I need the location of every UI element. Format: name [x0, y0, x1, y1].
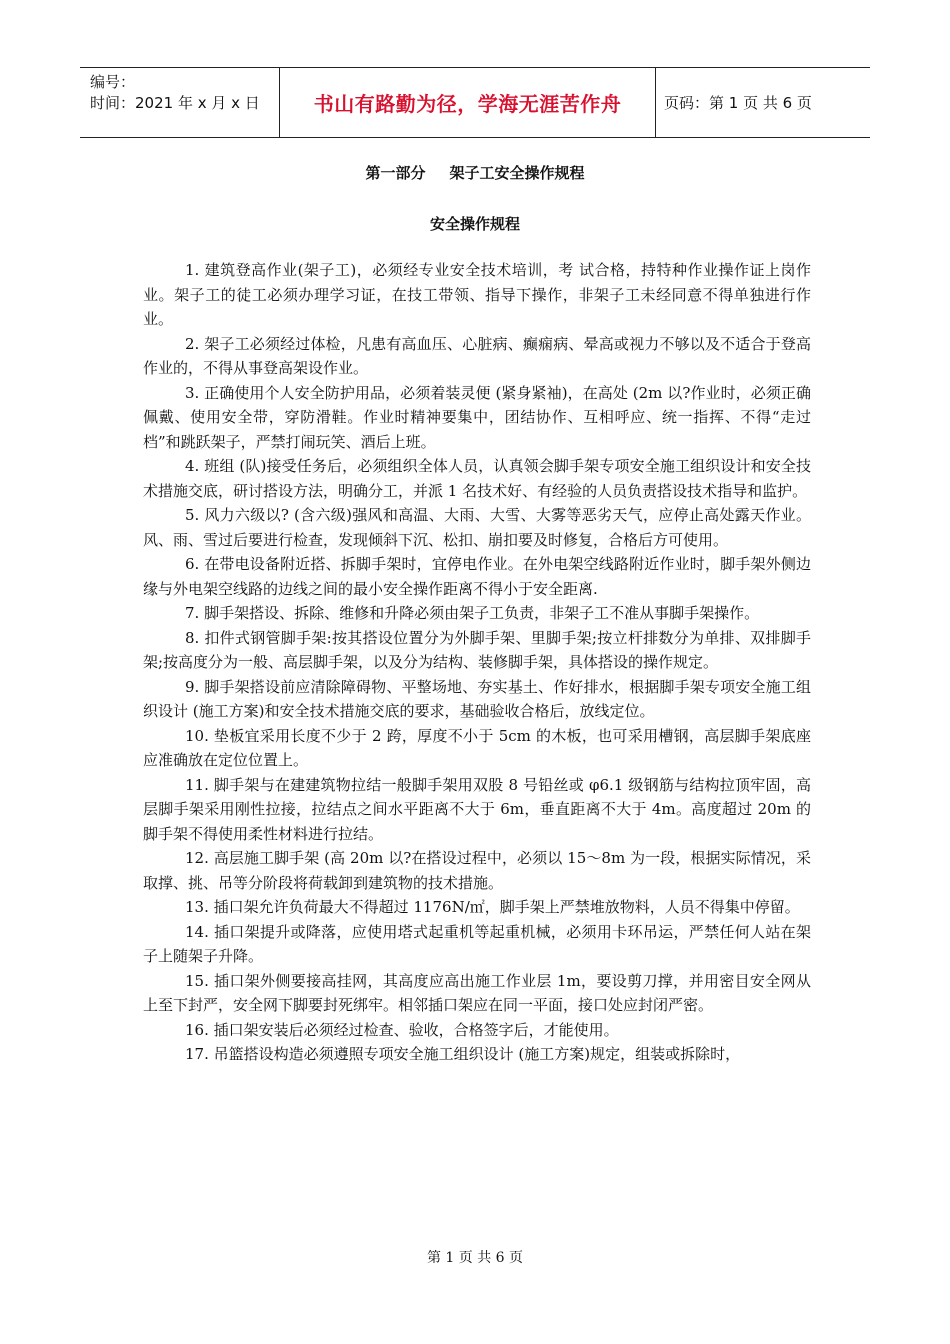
rule-paragraph: 16. 插口架安装后必须经过检查、验收，合格签字后，才能使用。 — [185, 1020, 619, 1039]
rule-paragraph: 2. 架子工必须经过体检，凡患有高血压、心脏病、癫痫病、晕高或视力不够以及不适合于登高作业的，不得从事登高架设作业。 — [143, 334, 811, 377]
section-title — [0, 162, 950, 183]
rule-paragraph: 1. 建筑登高作业(架子工)，必须经专业安全技术培训，考 试合格，持特种作业操作证上岗作业。架子工的徒工必须办理学习证，在技工带领、指导下操作，非架子工未经同意不得单独进行作业。 — [143, 261, 811, 328]
rule-paragraph: 7. 脚手架搭设、拆除、维修和升降必须由架子工负责，非架子工不准从事脚手架操作。 — [185, 604, 760, 622]
rule-paragraph: 6. 在带电设备附近搭、拆脚手架时，宜停电作业。在外电架空线路附近作业时，脚手架外侧边缘与外电架空线路的边线之间的最小安全操作距离不得小于安全距离. — [143, 555, 811, 598]
rule-paragraph: 4. 班组 (队)接受任务后，必须组织全体人员，认真领会脚手架专项安全施工组织设计和安全技术措施交底，研讨搭设方法，明确分工，并派 1 名技术好、有经验的人员负责搭设技术指导和监护。 — [143, 457, 811, 500]
document-body — [143, 258, 811, 1067]
section-title-name: 架子工安全操作规程 — [449, 164, 585, 182]
document-number-label: 编号： — [90, 73, 136, 91]
rule-paragraph: 15. 插口架外侧要接高挂网，其高度应高出施工作业层 1m，要设剪刀撑，并用密目安全网从上至下封严，安全网下脚要封死绑牢。相邻插口架应在同一平面，接口处应封闭严密。 — [143, 971, 811, 1014]
rule-paragraph: 3. 正确使用个人安全防护用品，必须着装灵便 (紧身紧袖)，在高处 (2m 以?作业时，必须正确佩戴、使用安全带，穿防滑鞋。作业时精神要集中，团结协作、互相呼应、统一指挥、不得“走过档”和跳跃架子，严禁打闹玩笑、酒后上班。 — [143, 383, 811, 451]
rule-paragraph: 10. 垫板宜采用长度不少于 2 跨，厚度不小于 5cm 的木板，也可采用槽钢，高层脚手架底座应准确放在定位位置上。 — [143, 726, 811, 769]
rule-paragraph: 5. 风力六级以? (含六级)强风和高温、大雨、大雪、大雾等恶劣天气，应停止高处露天作业。风、雨、雪过后要进行检查，发现倾斜下沉、松扣、崩扣要及时修复，合格后方可使用。 — [143, 506, 811, 549]
header-meta — [80, 68, 280, 137]
rule-paragraph: 17. 吊篮搭设构造必须遵照专项安全施工组织设计 (施工方案)规定，组装或拆除时， — [185, 1045, 741, 1063]
page-footer: 第 1 页 共 6 页 — [426, 1250, 524, 1266]
rule-paragraph: 8. 扣件式钢管脚手架:按其搭设位置分为外脚手架、里脚手架;按立杆排数分为单排、双排脚手架;按高度分为一般、高层脚手架，以及分为结构、装修脚手架，具体搭设的操作规定。 — [143, 628, 811, 671]
rule-paragraph: 11. 脚手架与在建建筑物拉结一般脚手架用双股 8 号铅丝或 φ6.1 级钢筋与结构拉顶牢固，高层脚手架采用刚性拉接，拉结点之间水平距离不大于 6m，垂直距离不大于 4m。高度超过 20m 的脚手架不得使用柔性材料进行拉结。 — [143, 775, 811, 843]
section-part-label: 第一部分 — [365, 164, 426, 182]
rule-paragraph: 13. 插口架允许负荷最大不得超过 1176N/㎡，脚手架上严禁堆放物料，人员不得集中停留。 — [185, 898, 800, 916]
header-page-info: 页码：第 1 页 共 6 页 — [664, 94, 812, 112]
section-subtitle: 安全操作规程 — [429, 215, 520, 233]
rule-paragraph: 9. 脚手架搭设前应清除障碍物、平整场地、夯实基土、作好排水，根据脚手架专项安全施工组织设计 (施工方案)和安全技术措施交底的要求，基础验收合格后，放线定位。 — [143, 677, 811, 720]
rule-paragraph: 12. 高层施工脚手架 (高 20m 以?在搭设过程中，必须以 15～8m 为一段，根据实际情况，采取撑、挑、吊等分阶段将荷载卸到建筑物的技术措施。 — [143, 849, 811, 892]
document-header — [80, 67, 870, 138]
rule-paragraph: 14. 插口架提升或降落，应使用塔式起重机等起重机械，必须用卡环吊运，严禁任何人站在架子上随架子升降。 — [143, 922, 811, 965]
header-motto: 书山有路勤为径，学海无涯苦作舟 — [280, 68, 656, 137]
document-date: 时间：2021 年 x 月 x 日 — [90, 94, 260, 112]
